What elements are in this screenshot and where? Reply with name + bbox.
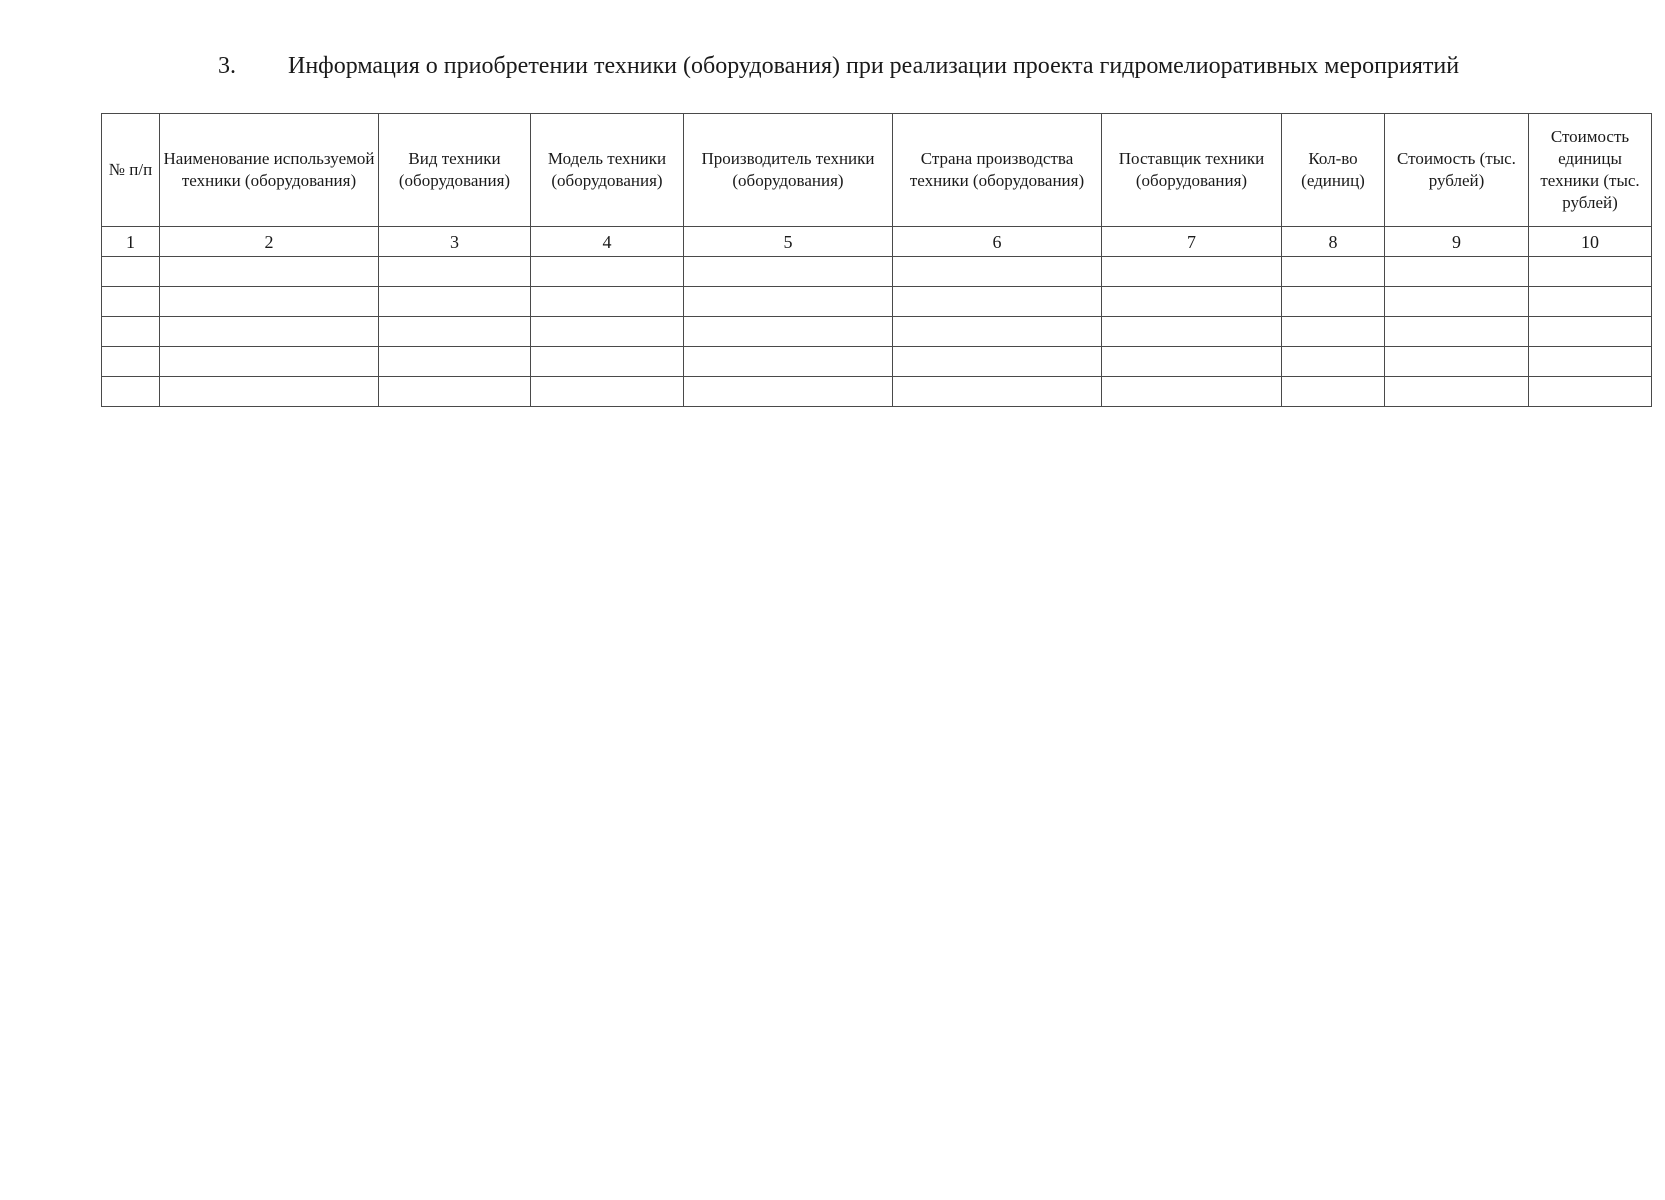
equipment-table (101, 113, 1652, 407)
table-cell (1282, 257, 1385, 287)
section-heading (218, 52, 1459, 80)
table-cell (893, 257, 1102, 287)
table-cell (684, 257, 893, 287)
table-row (102, 257, 1652, 287)
table-cell (684, 377, 893, 407)
table-row (102, 377, 1652, 407)
table-cell (1102, 287, 1282, 317)
table-cell (1282, 317, 1385, 347)
table-cell (1529, 317, 1652, 347)
table-cell (1385, 287, 1529, 317)
column-index: 5 (684, 227, 893, 257)
table-cell (531, 317, 684, 347)
column-header: Поставщик техники (оборудования) (1102, 114, 1282, 227)
table-cell (1102, 377, 1282, 407)
table-cell (102, 347, 160, 377)
column-header: Кол-во (единиц) (1282, 114, 1385, 227)
table-cell (160, 347, 379, 377)
table-cell (893, 347, 1102, 377)
table-cell (102, 287, 160, 317)
table-cell (531, 257, 684, 287)
table-cell (684, 287, 893, 317)
table-row (102, 287, 1652, 317)
section-title: Информация о приобретении техники (оборудования) при реализации проекта гидромелиоративных мероприятий (288, 53, 1460, 79)
section-number: 3. (218, 53, 236, 79)
table-cell (893, 317, 1102, 347)
table-cell (893, 377, 1102, 407)
column-index: 10 (1529, 227, 1652, 257)
table-row (102, 347, 1652, 377)
column-index: 3 (379, 227, 531, 257)
column-index: 2 (160, 227, 379, 257)
column-index: 6 (893, 227, 1102, 257)
column-header: Стоимость единицы техники (тыс. рублей) (1529, 114, 1652, 227)
header-row (102, 114, 1652, 227)
column-header: Стоимость (тыс. рублей) (1385, 114, 1529, 227)
table-cell (1529, 377, 1652, 407)
table-cell (531, 347, 684, 377)
table-cell (102, 257, 160, 287)
table-cell (379, 377, 531, 407)
table-cell (1282, 377, 1385, 407)
table-cell (531, 287, 684, 317)
table-row (102, 317, 1652, 347)
table-cell (1529, 287, 1652, 317)
column-header: Производитель техники (оборудования) (684, 114, 893, 227)
table-cell (1282, 347, 1385, 377)
table-cell (1102, 347, 1282, 377)
table-cell (1385, 347, 1529, 377)
table-cell (1282, 287, 1385, 317)
table-cell (1102, 317, 1282, 347)
table-cell (379, 287, 531, 317)
column-header: Страна производства техники (оборудования) (893, 114, 1102, 227)
table-cell (102, 317, 160, 347)
column-index: 4 (531, 227, 684, 257)
column-header: Модель техники (оборудования) (531, 114, 684, 227)
table-cell (160, 377, 379, 407)
table-cell (893, 287, 1102, 317)
table-cell (160, 287, 379, 317)
table-cell (684, 317, 893, 347)
column-index: 8 (1282, 227, 1385, 257)
table-cell (1529, 347, 1652, 377)
column-header: № п/п (102, 114, 160, 227)
table-cell (379, 347, 531, 377)
table-cell (684, 347, 893, 377)
column-index: 9 (1385, 227, 1529, 257)
table-body (102, 257, 1652, 407)
table-cell (1385, 377, 1529, 407)
column-index-row (102, 227, 1652, 257)
table-cell (531, 377, 684, 407)
table-cell (160, 317, 379, 347)
column-index: 7 (1102, 227, 1282, 257)
table-cell (1385, 257, 1529, 287)
table-cell (379, 257, 531, 287)
column-header: Наименование используемой техники (оборудования) (160, 114, 379, 227)
column-index: 1 (102, 227, 160, 257)
table-cell (102, 377, 160, 407)
table-cell (160, 257, 379, 287)
table-cell (1102, 257, 1282, 287)
column-header: Вид техники (оборудования) (379, 114, 531, 227)
table-cell (1385, 317, 1529, 347)
table-cell (379, 317, 531, 347)
table-cell (1529, 257, 1652, 287)
